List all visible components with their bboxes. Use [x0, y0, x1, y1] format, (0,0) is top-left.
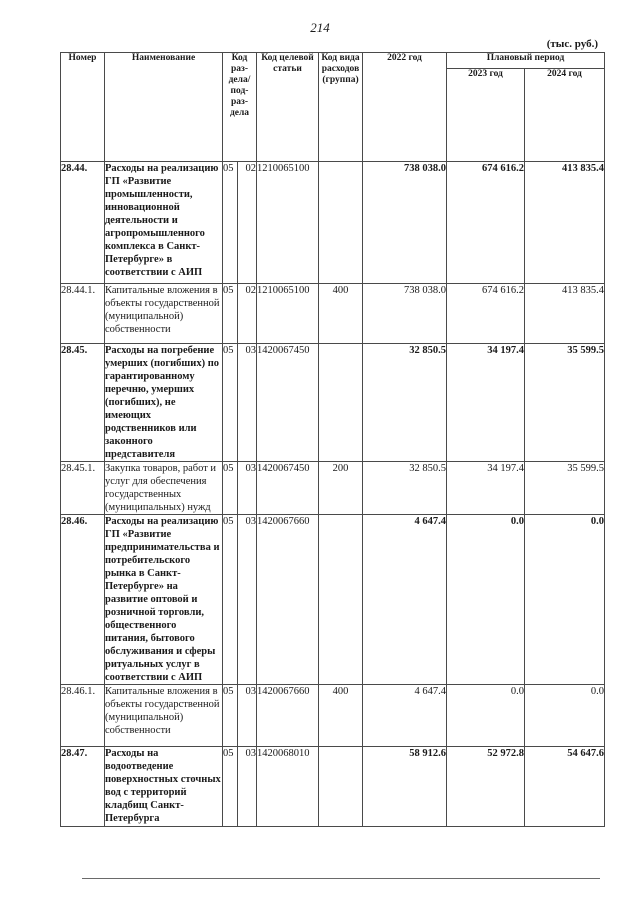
row-amount-2024: 0.0	[525, 515, 605, 685]
row-name: Расходы на водоотведение поверхностных сточных вод с территорий кладбищ Санкт-Петербурга	[105, 747, 223, 827]
row-csr: 1210065100	[257, 284, 319, 344]
row-podrazdel: 02	[238, 284, 257, 344]
row-csr: 1210065100	[257, 162, 319, 284]
row-vid	[319, 515, 363, 685]
table-row	[61, 344, 605, 462]
row-number: 28.46.1.	[61, 685, 105, 747]
row-razdel: 05	[223, 685, 238, 747]
table-row	[61, 515, 605, 685]
table-row	[61, 462, 605, 515]
row-name: Капитальные вложения в объекты государственной (муниципальной) собственности	[105, 685, 223, 747]
row-podrazdel: 03	[238, 747, 257, 827]
row-razdel: 05	[223, 284, 238, 344]
row-amount-2023: 674 616.2	[447, 162, 525, 284]
row-podrazdel: 03	[238, 344, 257, 462]
table-row	[61, 162, 605, 284]
row-razdel: 05	[223, 747, 238, 827]
header-razdel: Код раз-дела/ под-раз-дела	[223, 53, 257, 162]
row-amount-2024: 35 599.5	[525, 344, 605, 462]
row-razdel: 05	[223, 515, 238, 685]
row-podrazdel: 03	[238, 685, 257, 747]
row-number: 28.45.1.	[61, 462, 105, 515]
row-amount-2022: 32 850.5	[363, 344, 447, 462]
row-razdel: 05	[223, 462, 238, 515]
row-name: Капитальные вложения в объекты государственной (муниципальной) собственности	[105, 284, 223, 344]
row-vid: 200	[319, 462, 363, 515]
table-row	[61, 685, 605, 747]
row-name: Расходы на реализацию ГП «Развитие промышленности, инновационной деятельности и агропромышленного комплекса в Санкт-Петербурге» в соответствии с АИП	[105, 162, 223, 284]
row-podrazdel: 03	[238, 462, 257, 515]
row-amount-2023: 674 616.2	[447, 284, 525, 344]
header-csr: Код целевой статьи	[257, 53, 319, 162]
row-number: 28.44.1.	[61, 284, 105, 344]
row-number: 28.44.	[61, 162, 105, 284]
row-amount-2024: 35 599.5	[525, 462, 605, 515]
header-name: Наименование	[105, 53, 223, 162]
row-csr: 1420068010	[257, 747, 319, 827]
row-vid: 400	[319, 284, 363, 344]
row-csr: 1420067660	[257, 685, 319, 747]
row-name: Закупка товаров, работ и услуг для обеспечения государственных (муниципальных) нужд	[105, 462, 223, 515]
row-amount-2023: 0.0	[447, 685, 525, 747]
table-body	[61, 162, 605, 827]
row-number: 28.46.	[61, 515, 105, 685]
header-plan-period: Плановый период	[447, 53, 605, 69]
row-amount-2022: 4 647.4	[363, 685, 447, 747]
table-row	[61, 284, 605, 344]
row-amount-2024: 54 647.6	[525, 747, 605, 827]
units-label: (тыс. руб.)	[546, 38, 598, 50]
row-vid: 400	[319, 685, 363, 747]
row-amount-2023: 52 972.8	[447, 747, 525, 827]
row-name: Расходы на реализацию ГП «Развитие предпринимательства и потребительского рынка в Санкт-Петербурге» на развитие оптовой и розничной торговли, общественного питания, бытового обслуживания и сферы ритуальных услуг в соответствии с АИП	[105, 515, 223, 685]
bottom-rule	[82, 878, 600, 879]
row-amount-2023: 0.0	[447, 515, 525, 685]
row-vid	[319, 747, 363, 827]
row-amount-2022: 58 912.6	[363, 747, 447, 827]
row-amount-2024: 413 835.4	[525, 162, 605, 284]
row-csr: 1420067450	[257, 344, 319, 462]
header-vid: Код вида расходов (группа)	[319, 53, 363, 162]
row-razdel: 05	[223, 162, 238, 284]
row-amount-2022: 32 850.5	[363, 462, 447, 515]
row-razdel: 05	[223, 344, 238, 462]
row-number: 28.47.	[61, 747, 105, 827]
row-vid	[319, 344, 363, 462]
row-podrazdel: 03	[238, 515, 257, 685]
header-number: Номер	[61, 53, 105, 162]
row-vid	[319, 162, 363, 284]
row-amount-2023: 34 197.4	[447, 344, 525, 462]
row-amount-2022: 738 038.0	[363, 162, 447, 284]
header-2022: 2022 год	[363, 53, 447, 162]
row-amount-2024: 0.0	[525, 685, 605, 747]
budget-table	[60, 52, 605, 827]
row-number: 28.45.	[61, 344, 105, 462]
row-amount-2022: 738 038.0	[363, 284, 447, 344]
header-2023: 2023 год	[447, 69, 525, 162]
row-amount-2023: 34 197.4	[447, 462, 525, 515]
row-csr: 1420067450	[257, 462, 319, 515]
row-amount-2022: 4 647.4	[363, 515, 447, 685]
table-row	[61, 747, 605, 827]
row-csr: 1420067660	[257, 515, 319, 685]
row-name: Расходы на погребение умерших (погибших) по гарантированному перечню, умерших (погибших), не имеющих родственников или законного представителя	[105, 344, 223, 462]
row-podrazdel: 02	[238, 162, 257, 284]
page-number: 214	[310, 20, 330, 35]
header-2024: 2024 год	[525, 69, 605, 162]
row-amount-2024: 413 835.4	[525, 284, 605, 344]
